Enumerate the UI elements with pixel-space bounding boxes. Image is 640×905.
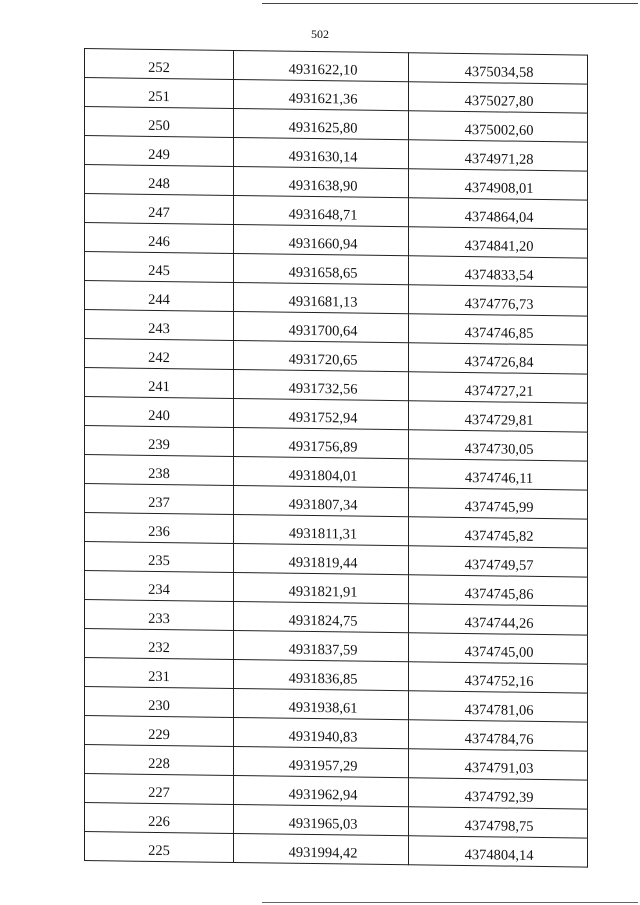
y-coordinate-cell: 4374746,85 (409, 314, 588, 345)
y-coordinate-cell: 4375027,80 (409, 82, 588, 113)
point-number-cell: 245 (85, 252, 234, 283)
point-number-cell: 232 (85, 629, 234, 660)
point-number-cell: 228 (85, 745, 234, 776)
y-coordinate-cell: 4374745,99 (409, 488, 588, 519)
y-coordinate-cell: 4374791,03 (409, 749, 588, 780)
y-coordinate-cell: 4374749,57 (409, 546, 588, 577)
x-coordinate-cell: 4931824,75 (234, 601, 409, 632)
x-coordinate-cell: 4931807,34 (234, 485, 409, 516)
point-number-cell: 241 (85, 368, 234, 399)
point-number-cell: 249 (85, 136, 234, 167)
x-coordinate-cell: 4931994,42 (234, 833, 409, 864)
y-coordinate-cell: 4374792,39 (409, 778, 588, 809)
x-coordinate-cell: 4931756,89 (234, 427, 409, 458)
y-coordinate-cell: 4374784,76 (409, 720, 588, 751)
x-coordinate-cell: 4931819,44 (234, 543, 409, 574)
x-coordinate-cell: 4931732,56 (234, 369, 409, 400)
x-coordinate-cell: 4931836,85 (234, 659, 409, 690)
table-row (85, 832, 588, 868)
y-coordinate-cell: 4374726,84 (409, 343, 588, 374)
x-coordinate-cell: 4931625,80 (234, 108, 409, 139)
x-coordinate-cell: 4931940,83 (234, 717, 409, 748)
x-coordinate-cell: 4931700,64 (234, 311, 409, 342)
x-coordinate-cell: 4931821,91 (234, 572, 409, 603)
point-number-cell: 248 (85, 165, 234, 196)
y-coordinate-cell: 4374833,54 (409, 256, 588, 287)
y-coordinate-cell: 4375034,58 (409, 53, 588, 84)
point-number-cell: 230 (85, 687, 234, 718)
y-coordinate-cell: 4374730,05 (409, 430, 588, 461)
y-coordinate-cell: 4374864,04 (409, 198, 588, 229)
x-coordinate-cell: 4931962,94 (234, 775, 409, 806)
point-number-cell: 227 (85, 774, 234, 805)
top-scan-border (262, 3, 638, 4)
x-coordinate-cell: 4931621,36 (234, 79, 409, 110)
y-coordinate-cell: 4374744,26 (409, 604, 588, 635)
point-number-cell: 242 (85, 339, 234, 370)
point-number-cell: 250 (85, 107, 234, 138)
point-number-cell: 247 (85, 194, 234, 225)
point-number-cell: 234 (85, 571, 234, 602)
x-coordinate-cell: 4931752,94 (234, 398, 409, 429)
y-coordinate-cell: 4374752,16 (409, 662, 588, 693)
point-number-cell: 236 (85, 513, 234, 544)
x-coordinate-cell: 4931811,31 (234, 514, 409, 545)
y-coordinate-cell: 4374746,11 (409, 459, 588, 490)
point-number-cell: 252 (85, 49, 234, 80)
point-number-cell: 231 (85, 658, 234, 689)
x-coordinate-cell: 4931660,94 (234, 224, 409, 255)
y-coordinate-cell: 4374781,06 (409, 691, 588, 722)
y-coordinate-cell: 4374745,00 (409, 633, 588, 664)
x-coordinate-cell: 4931965,03 (234, 804, 409, 835)
x-coordinate-cell: 4931638,90 (234, 166, 409, 197)
y-coordinate-cell: 4374971,28 (409, 140, 588, 171)
coordinates-table (84, 48, 588, 868)
y-coordinate-cell: 4374745,82 (409, 517, 588, 548)
x-coordinate-cell: 4931648,71 (234, 195, 409, 226)
coordinates-table-body (85, 49, 588, 868)
bottom-scan-border (262, 902, 638, 903)
x-coordinate-cell: 4931804,01 (234, 456, 409, 487)
y-coordinate-cell: 4374908,01 (409, 169, 588, 200)
point-number-cell: 235 (85, 542, 234, 573)
y-coordinate-cell: 4374798,75 (409, 807, 588, 838)
point-number-cell: 233 (85, 600, 234, 631)
y-coordinate-cell: 4374841,20 (409, 227, 588, 258)
y-coordinate-cell: 4374745,86 (409, 575, 588, 606)
point-number-cell: 237 (85, 484, 234, 515)
x-coordinate-cell: 4931957,29 (234, 746, 409, 777)
point-number-cell: 238 (85, 455, 234, 486)
point-number-cell: 226 (85, 803, 234, 834)
x-coordinate-cell: 4931938,61 (234, 688, 409, 719)
point-number-cell: 251 (85, 78, 234, 109)
x-coordinate-cell: 4931622,10 (234, 50, 409, 81)
point-number-cell: 240 (85, 397, 234, 428)
x-coordinate-cell: 4931837,59 (234, 630, 409, 661)
y-coordinate-cell: 4375002,60 (409, 111, 588, 142)
y-coordinate-cell: 4374729,81 (409, 401, 588, 432)
point-number-cell: 225 (85, 832, 234, 863)
y-coordinate-cell: 4374727,21 (409, 372, 588, 403)
point-number-cell: 244 (85, 281, 234, 312)
point-number-cell: 243 (85, 310, 234, 341)
y-coordinate-cell: 4374776,73 (409, 285, 588, 316)
point-number-cell: 246 (85, 223, 234, 254)
x-coordinate-cell: 4931720,65 (234, 340, 409, 371)
point-number-cell: 239 (85, 426, 234, 457)
x-coordinate-cell: 4931658,65 (234, 253, 409, 284)
y-coordinate-cell: 4374804,14 (409, 836, 588, 867)
x-coordinate-cell: 4931630,14 (234, 137, 409, 168)
point-number-cell: 229 (85, 716, 234, 747)
page-number: 502 (311, 27, 329, 41)
x-coordinate-cell: 4931681,13 (234, 282, 409, 313)
